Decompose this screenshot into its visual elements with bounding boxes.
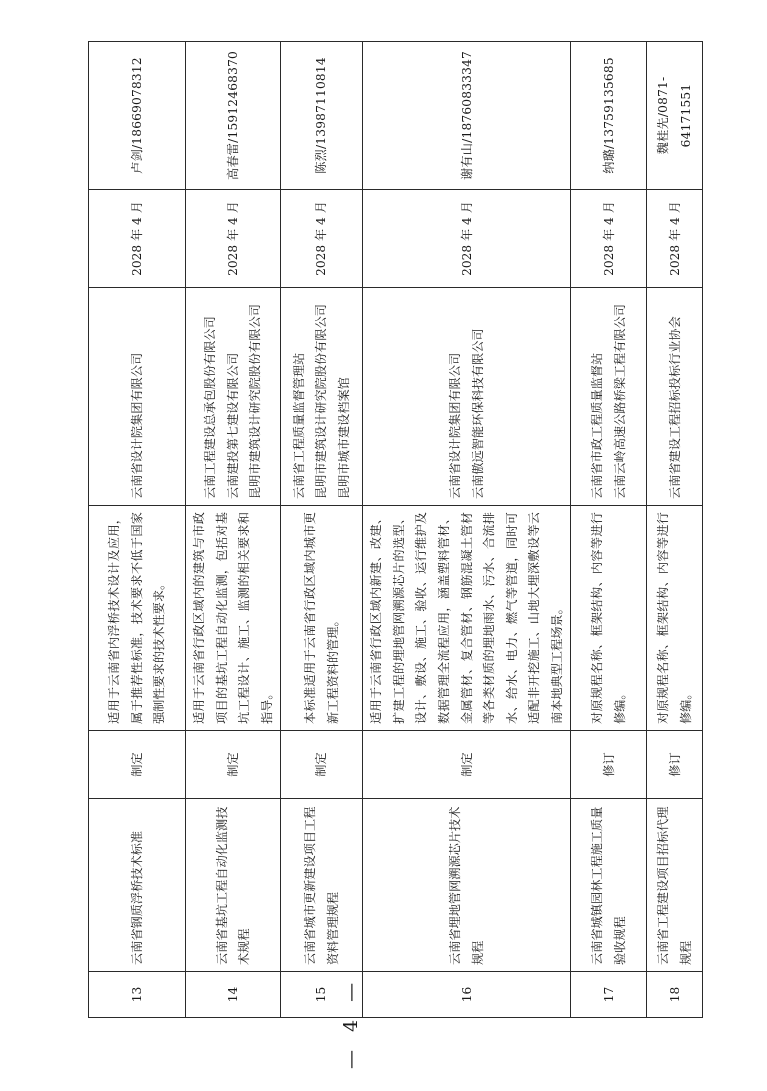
drafting-units-cell (89, 288, 186, 506)
table-row (281, 42, 363, 1018)
revision-type-cell: 制定 (186, 731, 281, 799)
table-row (647, 42, 703, 1018)
contact-cell: 陈烈/13987110814 (281, 42, 363, 190)
scope-cell: 适用于云南省行政区域内新建、改建、扩建工程的埋地管网溯源芯片的选型、设计、敷设、施工、验收、运行维护及数据管理全流程应用，涵盖塑料管材、金属管材、复合管材、钢筋混凝土管材等各类材质的埋地雨水、污水、合流排水、给水、电力、燃气等管道，同时可适配非开挖施工、山地大埋深敷设等云南本地典型工程场景。 (363, 506, 571, 731)
row-number-cell: 13 (89, 972, 186, 1018)
standard-name-cell: 云南省基坑工程自动化监测技术规程 (186, 799, 281, 972)
drafting-unit: 云南工程建设总承包股份有限公司 (203, 316, 218, 499)
drafting-unit: 云南省设计院集团有限公司 (448, 352, 463, 499)
drafting-units-cell (281, 288, 363, 506)
drafting-units-cell (647, 288, 703, 506)
drafting-unit: 昆明市城市建设档案馆 (337, 377, 352, 499)
row-number-cell: 18 (647, 972, 703, 1018)
contact-cell: 魏桂先/0871-64171551 (647, 42, 703, 190)
standard-name-cell: 云南省埋地管网溯源芯片技术规程 (363, 799, 571, 972)
contact-cell: 纳璐/13759135685 (571, 42, 647, 190)
drafting-unit: 云南省工程质量监督管理站 (291, 352, 306, 499)
drafting-unit: 昆明市建筑设计研究院股份有限公司 (248, 304, 263, 499)
standard-name-cell: 云南省钢质浮桥技术标准 (89, 799, 186, 972)
drafting-unit: 云南建投第七建设有限公司 (225, 352, 240, 499)
row-number-cell: 14 (186, 972, 281, 1018)
drafting-unit: 云南傲远智能环保科技有限公司 (470, 328, 485, 499)
drafting-units-cell (571, 288, 647, 506)
revision-type-cell: 修订 (647, 731, 703, 799)
table-row (363, 42, 571, 1018)
completion-date-cell: 2028 年 4 月 (186, 190, 281, 288)
contact-cell: 高春雷/15912468370 (186, 42, 281, 190)
table-row (89, 42, 186, 1018)
scope-cell: 对原规程名称、框架结构、内容等进行修编。 (647, 506, 703, 731)
contact-cell: 谢有山/18760833347 (363, 42, 571, 190)
row-number-cell: 17 (571, 972, 647, 1018)
revision-type-cell: 修订 (571, 731, 647, 799)
drafting-unit: 云南省设计院集团有限公司 (129, 352, 144, 499)
standard-name-cell: 云南省城市更新建设项目工程资料管理规程 (281, 799, 363, 972)
completion-date-cell: 2028 年 4 月 (89, 190, 186, 288)
revision-type-cell: 制定 (89, 731, 186, 799)
standards-table (88, 41, 703, 1018)
completion-date-cell: 2028 年 4 月 (363, 190, 571, 288)
drafting-unit: 云南云岭高速公路桥梁工程有限公司 (612, 304, 627, 499)
drafting-units-cell (186, 288, 281, 506)
row-number-cell: 15 (281, 972, 363, 1018)
scope-cell: 适用于云南省内浮桥技术设计及应用，属于推荐性标准，技术要求不低于国家强制性要求的技术性要求。 (89, 506, 186, 731)
completion-date-cell: 2028 年 4 月 (647, 190, 703, 288)
revision-type-cell: 制定 (363, 731, 571, 799)
completion-date-cell: 2028 年 4 月 (281, 190, 363, 288)
contact-cell: 卢剑/18669078312 (89, 42, 186, 190)
table-row (571, 42, 647, 1018)
drafting-unit: 昆明市建筑设计研究院股份有限公司 (314, 304, 329, 499)
table-row (186, 42, 281, 1018)
standard-name-cell: 云南省工程建设项目招标代理规程 (647, 799, 703, 972)
page-number: — 4 — (340, 976, 362, 1069)
drafting-units-cell (363, 288, 571, 506)
revision-type-cell: 制定 (281, 731, 363, 799)
standard-name-cell: 云南省城镇园林工程施工质量验收规程 (571, 799, 647, 972)
completion-date-cell: 2028 年 4 月 (571, 190, 647, 288)
drafting-unit: 云南省市政工程质量监督站 (590, 352, 605, 499)
row-number-cell: 16 (363, 972, 571, 1018)
scope-cell: 适用于云南省行政区域内的建筑与市政项目的基坑工程自动化监测，包括对基坑工程设计、施工、监测的相关要求和指导。 (186, 506, 281, 731)
scope-cell: 对原规程名称、框架结构、内容等进行修编。 (571, 506, 647, 731)
scope-cell: 本标准适用于云南省行政区域内城市更新工程资料的管理。 (281, 506, 363, 731)
drafting-unit: 云南省建设工程招标投标行业协会 (667, 316, 682, 499)
